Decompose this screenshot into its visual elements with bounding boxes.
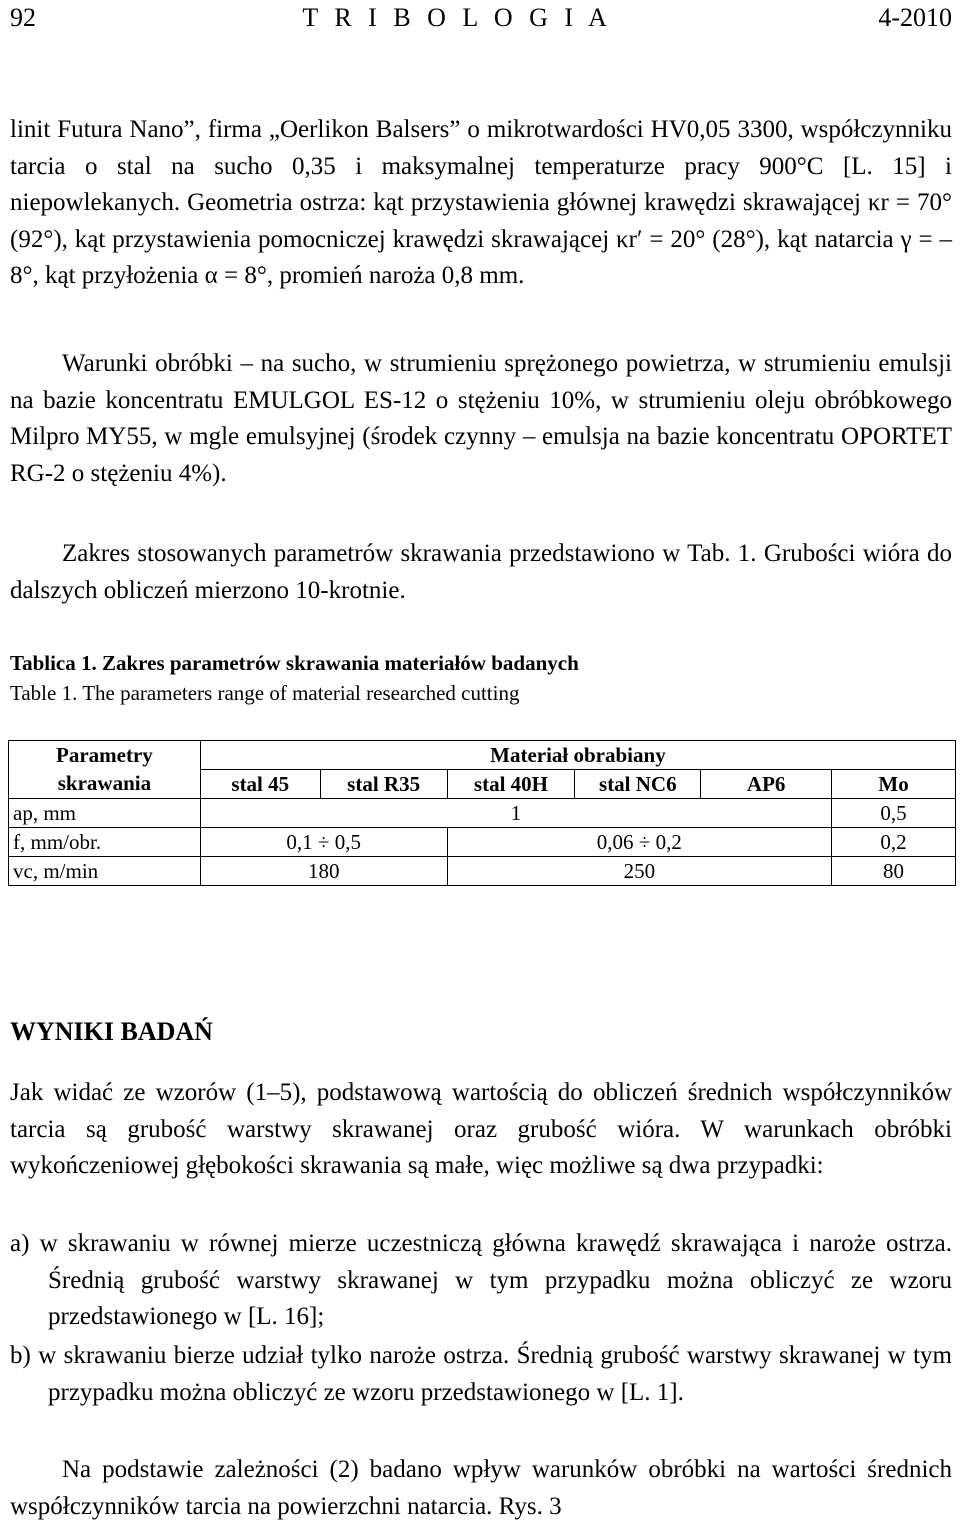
paragraph-machining-conditions: Warunki obróbki – na sucho, w strumieniu sprężonego powietrza, w strumieniu emulsji na bazie koncentratu EMULGOL ES-12 o stężeniu 10%, w strumieniu oleju obróbkowego Milpro MY55, w mgle emulsyjnej (środek czynny – emulsja na bazie koncentratu OPORTET RG-2 o stężeniu 4%). — [10, 350, 952, 487]
value-cell: 250 — [447, 857, 832, 886]
value-cell: 0,2 — [832, 828, 956, 857]
group-header-cell: Materiał obrabiany — [200, 741, 955, 770]
cutting-parameters-table — [8, 740, 956, 886]
material-header: stal NC6 — [575, 770, 701, 799]
list-item-b: b) w skrawaniu bierze udział tylko naroże ostrza. Średnią grubość warstwy skrawanej w tym przypadku można obliczyć ze wzoru przedstawionego w [L. 1]. — [10, 1342, 952, 1406]
material-header: Mo — [832, 770, 956, 799]
table-row — [9, 828, 956, 857]
param-cell: f, mm/obr. — [9, 828, 201, 857]
paragraph-results-intro: Jak widać ze wzorów (1–5), podstawową wartością do obliczeń średnich współczynników tarcia są grubość warstwy skrawanej oraz grubość wióra. W warunkach obróbki wykończeniowej głębokości skrawania są małe, więc możliwe są dwa przypadki: — [10, 1079, 952, 1179]
table-caption-en: Table 1. The parameters range of material researched cutting — [10, 681, 520, 705]
value-cell: 180 — [200, 857, 447, 886]
issue-number: 4-2010 — [878, 3, 952, 32]
section-title: WYNIKI BADAŃ — [10, 1017, 213, 1046]
value-cell: 0,1 ÷ 0,5 — [200, 828, 447, 857]
table-row — [9, 799, 956, 828]
page-header — [10, 0, 952, 36]
row-header-cell: Parametry skrawania — [9, 741, 201, 799]
value-cell: 1 — [200, 799, 831, 828]
list-item-a: a) w skrawaniu w równej mierze uczestniczą główna krawędź skrawająca i naroże ostrza. Średnią grubość warstwy skrawanej w tym przypadku można obliczyć ze wzoru przedstawionego w [L. 16]; — [10, 1230, 952, 1330]
paragraph-coating-geometry: linit Futura Nano”, firma „Oerlikon Balsers” o mikrotwardości HV0,05 3300, współczynniku tarcia o stal na sucho 0,35 i maksymalnej temperaturze pracy 900°C [L. 15] i niepowlekanych. Geometria ostrza: kąt przystawienia głównej krawędzi skrawającej κr = 70° (92°), kąt przystawienia pomocniczej krawędzi skrawającej κr′ = 20° (28°), kąt natarcia γ = –8°, kąt przyłożenia α = 8°, promień naroża 0,8 mm. — [10, 116, 952, 289]
material-header: stal 45 — [200, 770, 320, 799]
material-header: AP6 — [701, 770, 832, 799]
material-header: stal 40H — [447, 770, 575, 799]
value-cell: 0,5 — [832, 799, 956, 828]
material-header: stal R35 — [320, 770, 447, 799]
table-row — [9, 857, 956, 886]
param-cell: vc, m/min — [9, 857, 201, 886]
page-number: 92 — [10, 3, 36, 32]
journal-title: T R I B O L O G I A — [302, 3, 612, 32]
value-cell: 0,06 ÷ 0,2 — [447, 828, 832, 857]
value-cell: 80 — [832, 857, 956, 886]
table-caption-pl: Tablica 1. Zakres parametrów skrawania materiałów badanych — [10, 651, 579, 675]
paragraph-parameter-range: Zakres stosowanych parametrów skrawania przedstawiono w Tab. 1. Grubości wióra do dalszych obliczeń mierzono 10-krotnie. — [10, 540, 952, 604]
paragraph-results-conclusion: Na podstawie zależności (2) badano wpływ warunków obróbki na wartości średnich współczynników tarcia na powierzchni natarcia. Rys. 3 — [10, 1456, 952, 1520]
param-cell: ap, mm — [9, 799, 201, 828]
